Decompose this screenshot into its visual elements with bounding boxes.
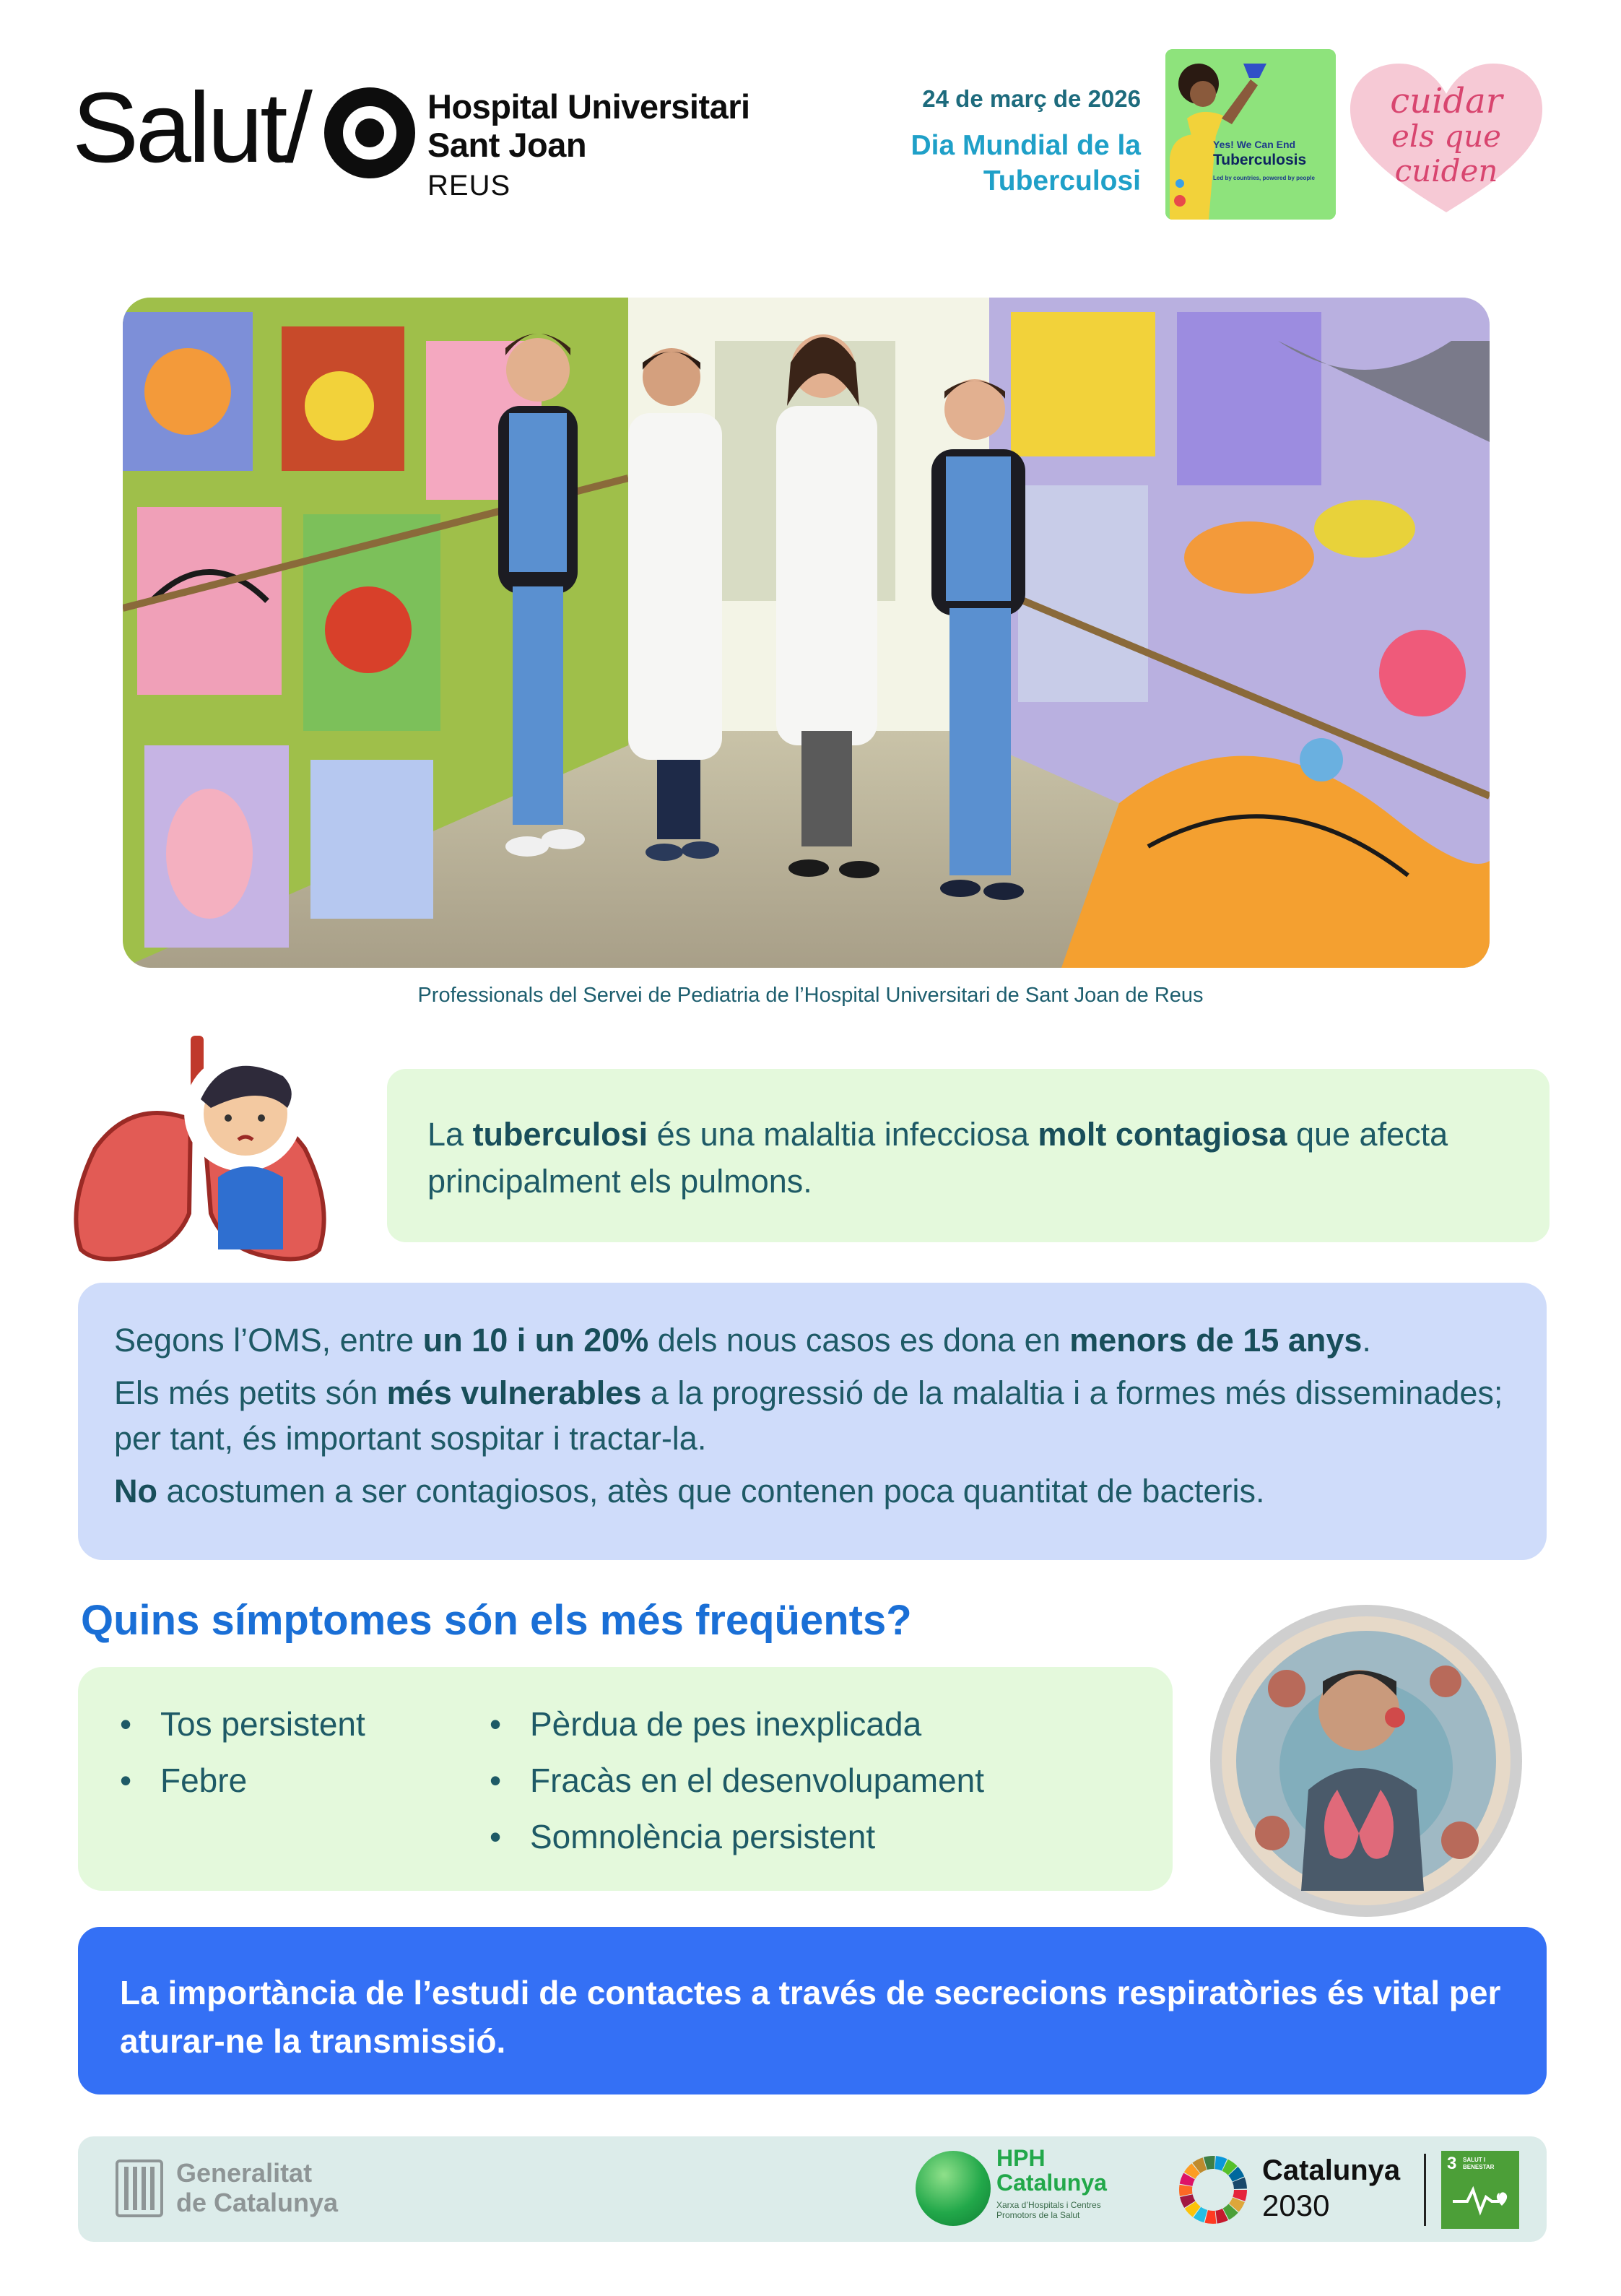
photo-caption: Professionals del Servei de Pediatria de l’Hospital Universitari de Sant Joan de Reus (417, 984, 1204, 1007)
symptom-item: • Febre (120, 1752, 365, 1808)
oms-p2-text-2: a la progressió de la malaltia i a formes més disseminades; per tant, és important sospitar i tractar-la. (114, 1374, 1503, 1457)
oms-p1-bold-1: un 10 i un 20% (422, 1322, 649, 1359)
badge-line3: Led by countries, powered by people (1213, 175, 1315, 181)
hph-title (996, 2146, 1107, 2195)
oms-p3-text-1: acostumen a ser contagiosos, atès que contenen poca quantitat de bacteris. (157, 1473, 1265, 1509)
event-title (911, 129, 1141, 199)
symptom-item: • Somnolència persistent (490, 1808, 984, 1865)
oms-p1-text-2: dels nous casos es dona en (648, 1322, 1070, 1359)
intro-text-3: que afecta principalment els pulmons. (427, 1116, 1448, 1200)
sdg3-text: SALUT I BENESTAR (1463, 2157, 1495, 2170)
staff-photo (123, 298, 1490, 968)
catalunya-2030-title: Catalunya (1262, 2154, 1401, 2186)
heart-line2: els que (1391, 118, 1501, 154)
contact-study-banner: La importància de l’estudi de contactes a través de secrecions respiratòries és vital per aturar-ne la transmissió. (78, 1927, 1547, 2094)
end-tb-campaign-badge (1165, 49, 1336, 220)
tb-patient-illustration-icon (1207, 1602, 1525, 1920)
footer-logos (78, 2136, 1547, 2242)
hospital-city: REUS (427, 170, 511, 202)
oms-p2-text-1: Els més petits són (114, 1374, 387, 1411)
symptoms-box (78, 1667, 1173, 1891)
oms-info-box (78, 1283, 1547, 1560)
symptoms-heading: Quins símptomes són els més freqüents? (81, 1597, 912, 1644)
cuidar-heart-logo (1342, 59, 1551, 218)
corridor-photo-illustration (123, 298, 1490, 968)
oms-p2-bold-1: més vulnerables (386, 1374, 642, 1411)
symptoms-list-1 (120, 1696, 365, 1808)
hph-line2: Catalunya (996, 2169, 1107, 2196)
hph-subtitle: Xarxa d’Hospitals i Centres Promotors de la Salut (996, 2200, 1101, 2221)
generalitat-line2: de Catalunya (176, 2188, 339, 2218)
badge-line1: Yes! We Can End (1213, 139, 1296, 150)
sdg3-badge (1441, 2151, 1519, 2229)
hospital-name-line2: Sant Joan (427, 125, 587, 164)
oms-p3-bold-1: No (114, 1473, 157, 1509)
event-date: 24 de març de 2026 (922, 85, 1141, 112)
hospital-logo-icon (323, 87, 416, 179)
salut-logo-text: Salut/ (72, 72, 310, 183)
oms-paragraph-3 (114, 1468, 1511, 1514)
hph-logo-icon (916, 2151, 991, 2226)
hospital-name (427, 88, 750, 164)
symptom-item: • Pèrdua de pes inexplicada (490, 1696, 984, 1752)
lungs-child-illustration-icon (66, 1033, 355, 1264)
intro-box (387, 1069, 1550, 1242)
event-title-line2: Tuberculosi (983, 165, 1141, 196)
hph-line1: HPH (996, 2145, 1046, 2171)
symptom-item: • Tos persistent (120, 1696, 365, 1752)
sdg-wheel-icon (1177, 2154, 1249, 2226)
event-title-line1: Dia Mundial de la (911, 130, 1141, 161)
oms-p1-text-1: Segons l’OMS, entre (114, 1322, 423, 1359)
oms-paragraph-1 (114, 1317, 1511, 1363)
generalitat-logo-icon (116, 2159, 163, 2217)
generalitat-line1: Generalitat (176, 2158, 313, 2188)
oms-p1-bold-2: menors de 15 anys (1069, 1322, 1363, 1359)
campaign-illustration-icon (1165, 49, 1336, 220)
hospital-name-line1: Hospital Universitari (427, 87, 750, 126)
generalitat-text (176, 2158, 338, 2218)
sdg3-number: 3 (1447, 2154, 1457, 2173)
intro-bold-1: tuberculosi (472, 1116, 648, 1153)
intro-text-2: és una malaltia infecciosa (648, 1116, 1038, 1153)
footer-divider (1424, 2154, 1426, 2226)
heart-line1: cuidar (1390, 81, 1503, 121)
heart-line3: cuiden (1394, 153, 1498, 189)
heartbeat-icon (1451, 2183, 1509, 2219)
catalunya-2030-year: 2030 (1262, 2188, 1330, 2222)
symptom-item: • Fracàs en el desenvolupament (490, 1752, 984, 1808)
oms-paragraph-2 (114, 1370, 1511, 1461)
symptoms-list-2 (490, 1696, 984, 1865)
intro-bold-2: molt contagiosa (1038, 1116, 1287, 1153)
intro-text-1: La (427, 1116, 473, 1153)
badge-line2: Tuberculosis (1213, 152, 1307, 168)
oms-p1-text-3: . (1362, 1322, 1371, 1359)
